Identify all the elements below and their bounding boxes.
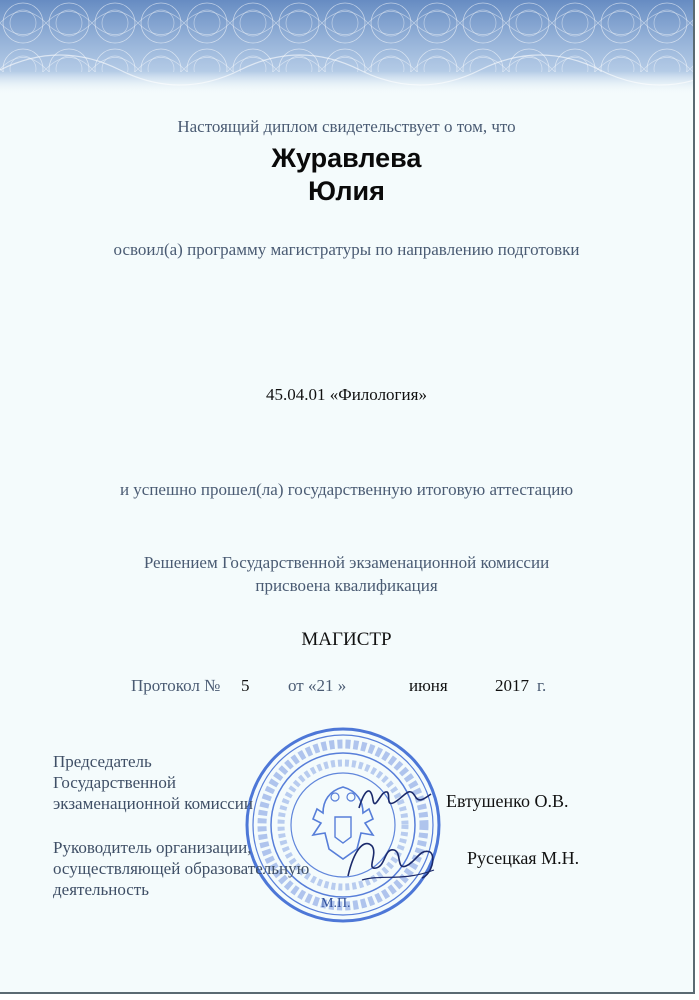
protocol-year-suffix: г. — [537, 676, 547, 695]
head-title-line3: деятельность — [53, 880, 149, 899]
qualification-title: МАГИСТР — [301, 629, 392, 650]
protocol-date-month: июня — [409, 676, 448, 695]
head-name: Русецкая М.Н. — [467, 848, 580, 868]
head-title-line2: осуществляющей образовательную — [53, 859, 310, 878]
program-code-title: 45.04.01 «Филология» — [266, 385, 427, 404]
chairman-name: Евтушенко О.В. — [446, 791, 569, 811]
official-seal-stamp — [243, 725, 443, 925]
mastered-program-text: освоил(а) программу магистратуры по направлению подготовки — [113, 240, 580, 259]
guilloche-header-pattern — [0, 0, 693, 95]
protocol-number: 5 — [241, 676, 250, 695]
chairman-title-line3: экзаменационной комиссии — [53, 794, 253, 813]
protocol-date-day: от «21 » — [288, 676, 347, 695]
intro-text: Настоящий диплом свидетельствует о том, что — [177, 117, 516, 136]
head-title-line1: Руководитель организации, — [53, 838, 252, 857]
commission-decision-line2: присвоена квалификация — [255, 576, 438, 595]
head-signature — [342, 830, 442, 890]
protocol-date-year: 2017 — [495, 676, 529, 695]
stamp-mp-label: М.П. — [321, 896, 351, 911]
chairman-title-line1: Председатель — [53, 752, 152, 771]
graduate-given-name: Юлия — [308, 176, 385, 206]
graduate-surname: Журавлева — [271, 143, 422, 173]
protocol-label: Протокол № — [131, 676, 221, 695]
chairman-title-line2: Государственной — [53, 773, 176, 792]
commission-decision-line1: Решением Государственной экзаменационной комиссии — [143, 553, 550, 572]
chairman-signature — [355, 778, 435, 818]
attestation-text: и успешно прошел(ла) государственную итоговую аттестацию — [119, 480, 574, 499]
